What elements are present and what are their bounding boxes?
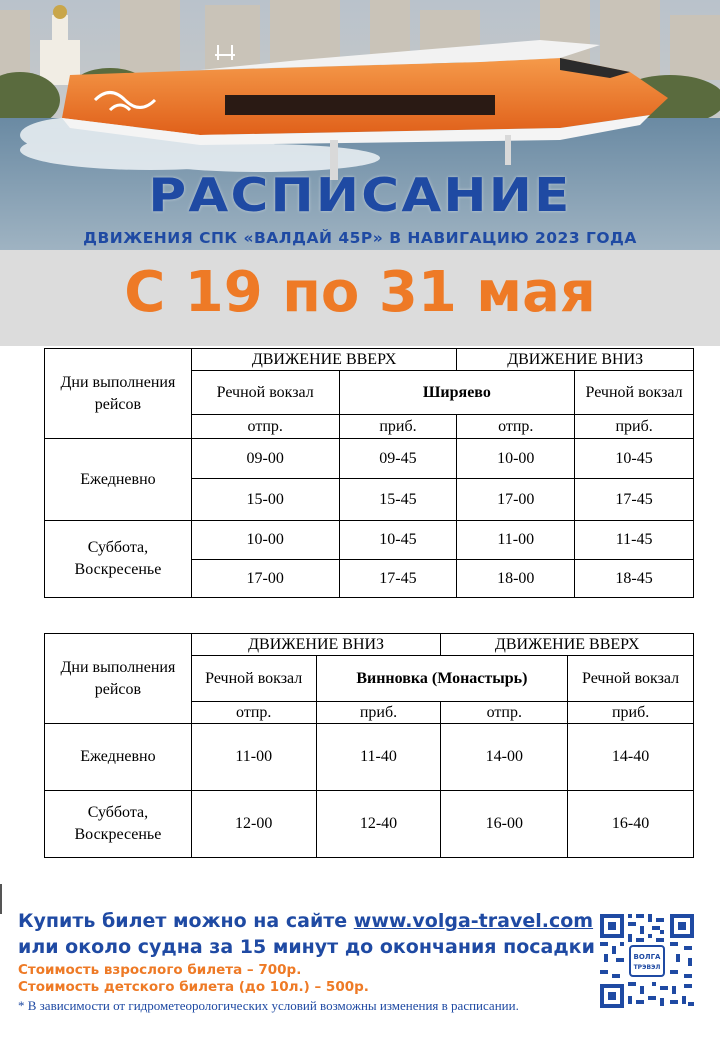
stop-vinnovka: Винновка (Монастырь) — [316, 656, 568, 702]
page-subtitle: ДВИЖЕНИЯ СПК «ВАЛДАЙ 45Р» В НАВИГАЦИЮ 2023 ГОДА — [83, 229, 637, 247]
time-cell: 09-00 — [191, 439, 339, 479]
days-cell: Суббота, Воскресенье — [45, 521, 192, 598]
col-departure: отпр. — [457, 415, 575, 439]
buy-ticket-onboard: или около судна за 15 минут до окончания посадки — [18, 936, 595, 958]
price-child: Стоимость детского билета (до 10л.) – 500р. — [18, 979, 369, 995]
stop-river-station: Речной вокзал — [575, 371, 694, 415]
col-departure: отпр. — [441, 702, 568, 724]
table-row — [45, 791, 694, 858]
buy-ticket-line — [18, 910, 593, 932]
qr-code-icon[interactable] — [598, 912, 696, 1010]
time-cell: 16-40 — [568, 791, 694, 858]
time-cell: 11-45 — [575, 521, 694, 560]
direction-up-header: ДВИЖЕНИЕ ВВЕРХ — [191, 349, 457, 371]
col-arrival: приб. — [339, 415, 457, 439]
time-cell: 15-45 — [339, 479, 457, 521]
stop-shiryaevo: Ширяево — [339, 371, 575, 415]
time-cell: 09-45 — [339, 439, 457, 479]
col-arrival: приб. — [316, 702, 441, 724]
table-row — [45, 439, 694, 479]
time-cell: 10-00 — [191, 521, 339, 560]
col-departure: отпр. — [191, 415, 339, 439]
direction-down-header: ДВИЖЕНИЕ ВНИЗ — [457, 349, 694, 371]
time-cell: 11-00 — [191, 724, 316, 791]
days-header: Дни выполнения рейсов — [45, 634, 192, 724]
qr-logo-text: ТРЭВЭЛ — [633, 964, 661, 971]
days-header: Дни выполнения рейсов — [45, 349, 192, 439]
price-adult: Стоимость взрослого билета – 700р. — [18, 962, 302, 978]
time-cell: 12-00 — [191, 791, 316, 858]
website-link[interactable]: www.volga-travel.com — [353, 910, 594, 932]
stop-river-station: Речной вокзал — [191, 371, 339, 415]
page-title: РАСПИСАНИЕ — [148, 168, 572, 222]
time-cell: 10-00 — [457, 439, 575, 479]
time-cell: 17-45 — [575, 479, 694, 521]
days-cell: Суббота, Воскресенье — [45, 791, 192, 858]
time-cell: 16-00 — [441, 791, 568, 858]
stop-river-station: Речной вокзал — [191, 656, 316, 702]
time-cell: 18-00 — [457, 560, 575, 598]
col-arrival: приб. — [575, 415, 694, 439]
table-row — [45, 724, 694, 791]
time-cell: 10-45 — [339, 521, 457, 560]
time-cell: 11-40 — [316, 724, 441, 791]
time-cell: 18-45 — [575, 560, 694, 598]
time-cell: 14-40 — [568, 724, 694, 791]
time-cell: 17-00 — [457, 479, 575, 521]
schedule-table-shiryaevo — [44, 348, 694, 598]
col-departure: отпр. — [191, 702, 316, 724]
schedule-note: * В зависимости от гидрометеорологических условий возможны изменения в расписании. — [18, 998, 519, 1013]
time-cell: 17-45 — [339, 560, 457, 598]
header-banner — [0, 0, 720, 250]
buy-ticket-text: Купить билет можно на сайте — [18, 910, 354, 932]
time-cell: 10-45 — [575, 439, 694, 479]
time-cell: 14-00 — [441, 724, 568, 791]
col-arrival: приб. — [568, 702, 694, 724]
direction-down-header: ДВИЖЕНИЕ ВНИЗ — [191, 634, 441, 656]
divider — [0, 884, 2, 914]
time-cell: 12-40 — [316, 791, 441, 858]
stop-river-station: Речной вокзал — [568, 656, 694, 702]
date-range: С 19 по 31 мая — [124, 260, 596, 325]
time-cell: 11-00 — [457, 521, 575, 560]
time-cell: 17-00 — [191, 560, 339, 598]
direction-up-header: ДВИЖЕНИЕ ВВЕРХ — [441, 634, 694, 656]
qr-logo-text: ВОЛГА — [633, 953, 661, 961]
table-row — [45, 521, 694, 560]
time-cell: 15-00 — [191, 479, 339, 521]
schedule-table-vinnovka — [44, 633, 694, 858]
days-cell: Ежедневно — [45, 724, 192, 791]
days-cell: Ежедневно — [45, 439, 192, 521]
